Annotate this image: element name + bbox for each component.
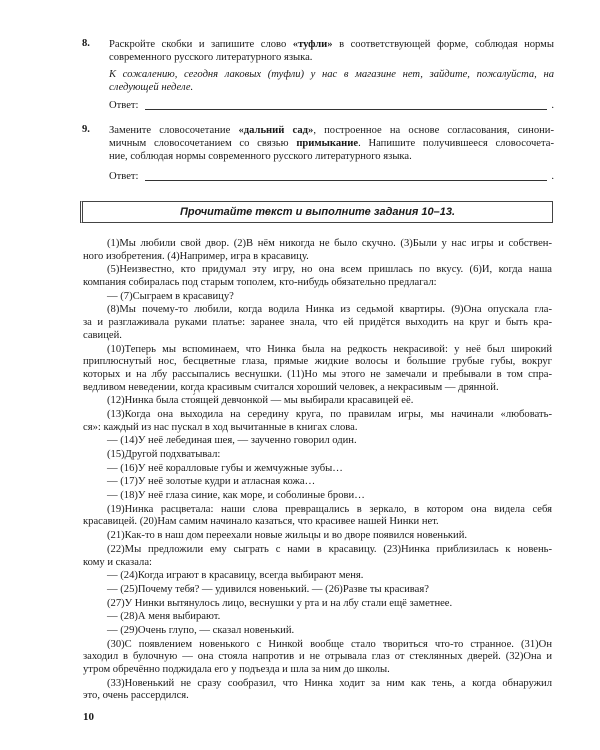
answer-end: . <box>551 171 554 182</box>
text-line: за и разглаживала руками платье: заранее знала, что ей придётся выходить на круг и быть кра- <box>83 317 552 329</box>
task-line <box>109 38 554 51</box>
section-title: Прочитайте текст и выполните задания 10–13. <box>179 206 456 218</box>
text-line: (1)Мы любили свой двор. (2)В нём никогда не было скучно. (3)Были у нас игры и собствен- <box>107 238 552 249</box>
task-line <box>109 124 554 137</box>
paragraph <box>83 449 552 462</box>
keyword: примыкание <box>296 138 359 149</box>
text-line: (30)С появлением новенького с Нинкой вообще стало твориться что-то странное. (31)Он <box>107 638 552 650</box>
text-line: — (28)А меня выбирают. <box>107 611 221 623</box>
text-line: — (7)Сыграем в красавицу? <box>107 290 234 302</box>
task-8 <box>82 38 554 112</box>
paragraph <box>83 598 552 611</box>
task-number: 9. <box>82 124 90 135</box>
paragraph <box>83 625 552 638</box>
text-line: (12)Нинка была сто́ящей девчонкой — мы выбирали красавицей её. <box>107 395 414 407</box>
text-line: ся»: каждый из нас пускал в ход вычитанные в книгах слова. <box>83 421 358 433</box>
paragraph <box>83 435 552 448</box>
text-line: компания собиралась под старым тополем, кто-нибудь обязательно предлагал: <box>83 277 437 289</box>
paragraph <box>83 544 552 569</box>
text-line: (27)У Нинки вытянулось лицо, веснушки у рта и на лбу стали ещё заметнее. <box>107 597 453 609</box>
text-line: ного изобретения. (4)Например, игра в красавицу. <box>83 250 309 262</box>
task-9 <box>82 124 554 183</box>
text-segment: современного русского литературного языка. <box>109 52 313 63</box>
example-line: К сожалению, сегодня лаковых (туфли) у нас в магазине нет, зайдите, пожалуйста, на <box>109 69 554 80</box>
task-8-body <box>109 38 554 112</box>
section-title-box <box>80 201 553 223</box>
task-9-body <box>109 124 554 183</box>
text-line: савицей. <box>83 329 122 341</box>
text-segment: Раскройте скобки и запишите слово <box>109 39 293 50</box>
text-line: ведливом неведении, когда красивым считался хороший человек, а некрасивым — дрянной. <box>83 381 499 393</box>
paragraph <box>83 344 552 395</box>
paragraph <box>83 490 552 503</box>
text-line: — (16)У неё коралловые губы и жемчужные зубы… <box>107 462 343 474</box>
answer-line[interactable] <box>145 180 548 181</box>
paragraph <box>83 238 552 263</box>
task-line <box>109 150 554 163</box>
paragraph <box>83 530 552 543</box>
reading-text <box>83 237 552 703</box>
text-line: это, очень рассердился. <box>83 690 189 702</box>
text-segment: . Напишите получившееся словосочета- <box>358 138 555 149</box>
task-number: 8. <box>82 38 90 49</box>
text-line: (19)Нинка расцветала: наши слова превращались в зеркало, в котором она видела себя <box>107 503 552 515</box>
paragraph <box>83 504 552 529</box>
paragraph <box>83 678 552 703</box>
keyword: «туфли» <box>292 39 333 50</box>
paragraph <box>83 264 552 289</box>
text-segment: ние, соблюдая нормы современного русского литературного языка. <box>109 151 412 162</box>
text-line: — (18)У неё глаза синие, как море, и соболиные брови… <box>107 490 365 502</box>
text-segment: Замените словосочетание <box>109 125 239 136</box>
text-line: — (14)У неё лебединая шея, — заученно говорил один. <box>107 435 357 447</box>
paragraph <box>83 476 552 489</box>
paragraph <box>83 395 552 408</box>
answer-end: . <box>551 100 554 111</box>
text-line: — (24)Когда играют в красавицу, всегда выбирают меня. <box>107 570 364 582</box>
text-line: (15)Другой подхватывал: <box>107 449 221 460</box>
text-line: утром обречённо поджидала его у подъезда и шла за ним до школы. <box>83 664 390 675</box>
text-line: (13)Когда она выходила на середину круга, по правилам игры, мы начинали «любовать- <box>107 408 552 420</box>
text-line: — (17)У неё золотые кудри и атласная кожа… <box>107 476 316 488</box>
paragraph <box>83 611 552 624</box>
answer-field-8[interactable] <box>109 99 554 112</box>
text-line: кому и сказала: <box>83 556 152 568</box>
paragraph <box>83 463 552 476</box>
text-segment: , построенное на основе согласования, синони- <box>313 125 555 136</box>
paragraph <box>83 291 552 304</box>
text-line: (5)Неизвестно, кто придумал эту игру, но она всем пришлась по вкусу. (6)И, когда наша <box>107 264 552 276</box>
text-line: (10)Теперь мы вспоминаем, что Нинка была на редкость некрасивой: у неё был широкий <box>107 343 552 355</box>
text-line: (8)Мы почему-то любили, когда водила Нинка из седьмой квартиры. (9)Она опускала гла- <box>107 304 552 316</box>
text-line: приплюснутый нос, бесцветные глаза, прямые жидкие волосы и большие грубые губы, вокруг <box>83 356 552 368</box>
text-line: красавицей. (20)Нам самим начинало казаться, что красивее нашей Нинки нет. <box>83 516 439 528</box>
task-line <box>109 137 554 150</box>
answer-field-9[interactable] <box>109 170 554 183</box>
answer-label: Ответ: <box>109 171 139 182</box>
text-segment: мичным словосочетанием со связью <box>109 138 297 149</box>
example-line: следующей неделе. <box>109 82 194 93</box>
paragraph <box>83 639 552 677</box>
keyword: «дальний сад» <box>238 125 314 136</box>
answer-line[interactable] <box>145 109 548 110</box>
text-line: (22)Мы предложили ему сыграть с нами в красавицу. (23)Нинка приблизилась к новень- <box>107 543 552 555</box>
paragraph <box>83 304 552 342</box>
text-line: которых и на лбу рассыпались веснушки. (11)Но мы этого не замечали и пребывали в том спра- <box>83 368 552 380</box>
task-line <box>109 51 554 64</box>
paragraph <box>83 584 552 597</box>
answer-label: Ответ: <box>109 100 139 111</box>
text-segment: в соответствующей форме, соблюдая нормы <box>332 39 554 50</box>
text-line: — (29)Очень глупо, — сказал новенький. <box>107 624 295 636</box>
text-line: (21)Как-то в наш дом переехали новые жильцы и во дворе появился новенький. <box>107 530 468 542</box>
task-8-example <box>109 68 554 94</box>
paragraph <box>83 409 552 434</box>
text-line: заходил в булочную — она стояла напротив и не отрывала глаз от стеклянных дверей. (32)Она и <box>83 651 552 663</box>
page-number: 10 <box>83 711 94 723</box>
text-line: (33)Новенький не сразу сообразил, что Нинка ходит за ним как тень, а когда обнаружил <box>107 677 552 689</box>
paragraph <box>83 570 552 583</box>
text-line: — (25)Почему тебя? — удивился новенький. — (26)Разве ты красивая? <box>107 583 429 595</box>
